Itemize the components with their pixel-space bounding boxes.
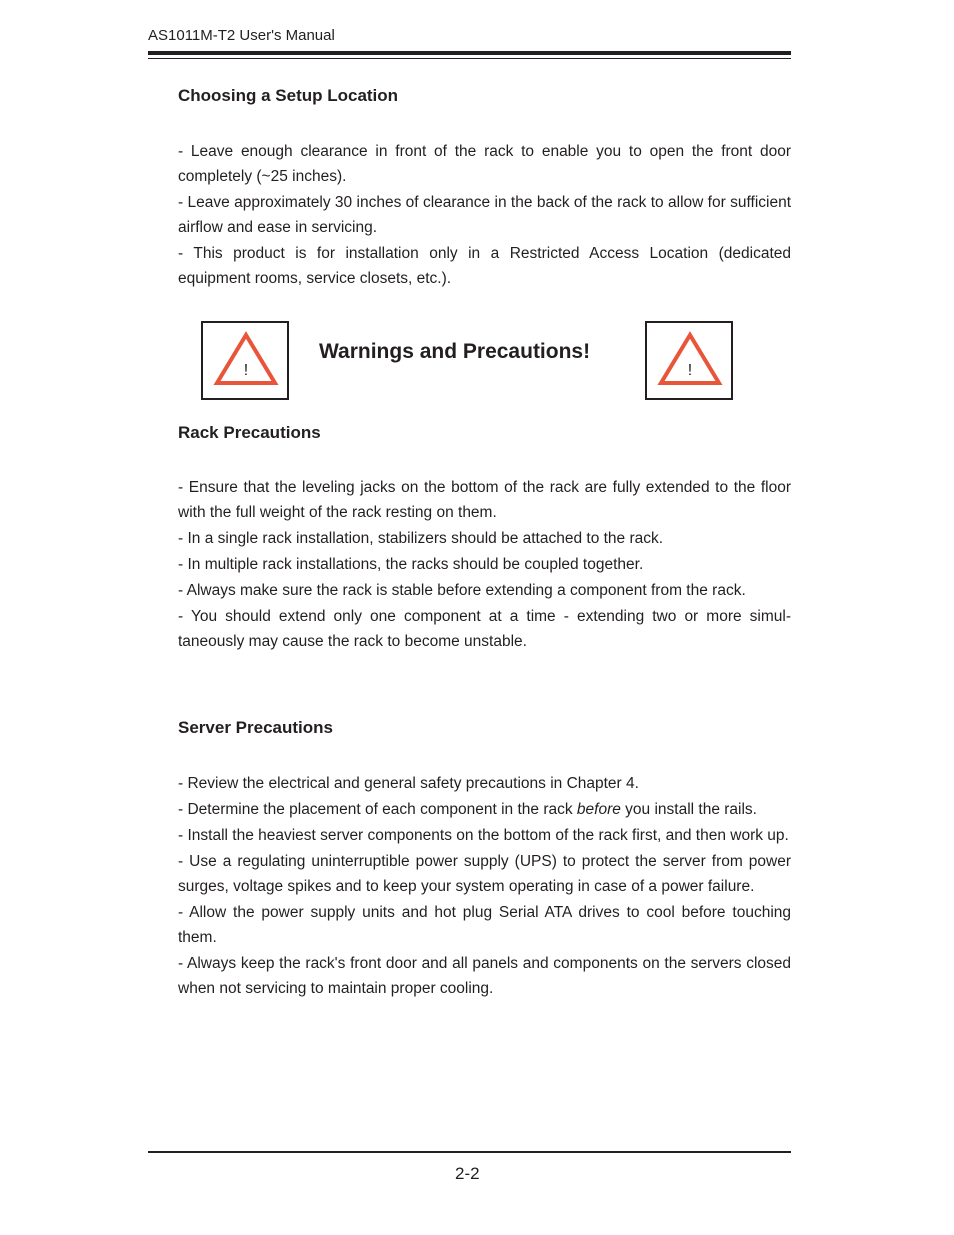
setup-item: - This product is for installation only in a Restricted Access Location (dedicated equipment rooms, service closets, etc.).: [178, 245, 791, 287]
server-item: [178, 797, 791, 822]
rack-item: - You should extend only one component at a time - extending two or more simul-taneously may cause the rack to become unstable.: [178, 608, 791, 650]
warning-symbol: !: [687, 362, 693, 379]
footer-rule: [148, 1151, 791, 1153]
setup-item: - Leave approximately 30 inches of clearance in the back of the rack to allow for sufficient airflow and ease in servicing.: [178, 194, 791, 236]
running-header: AS1011M-T2 User's Manual: [148, 27, 335, 44]
server-section: [178, 718, 791, 1002]
header-rule-thin: [148, 58, 791, 59]
rack-item: - In multiple rack installations, the racks should be coupled together.: [178, 556, 644, 573]
warning-box-left: [201, 321, 289, 400]
server-item-emphasis: before: [576, 801, 621, 818]
server-heading: Server Precautions: [178, 718, 333, 737]
rack-item: - In a single rack installation, stabilizers should be attached to the rack.: [178, 530, 664, 547]
warning-triangle-icon: [213, 329, 279, 391]
server-item: - Install the heaviest server components on the bottom of the rack first, and then work up.: [178, 827, 789, 844]
server-item: - Allow the power supply units and hot plug Serial ATA drives to cool before touching them.: [178, 904, 791, 946]
rack-heading: Rack Precautions: [178, 423, 321, 442]
server-item: - Use a regulating uninterruptible power supply (UPS) to protect the server from power surges, voltage spikes and to keep your system operating in case of a power failure.: [178, 853, 791, 895]
warning-box-right: [645, 321, 733, 400]
setup-item: - Leave enough clearance in front of the rack to enable you to open the front door completely (~25 inches).: [178, 143, 791, 185]
server-item-text: - Determine the placement of each component in the rack: [178, 801, 577, 818]
rack-item: - Ensure that the leveling jacks on the bottom of the rack are fully extended to the floor with the full weight of the rack resting on them.: [178, 479, 791, 521]
setup-heading: Choosing a Setup Location: [178, 86, 399, 105]
rack-item: - Always make sure the rack is stable before extending a component from the rack.: [178, 582, 746, 599]
warning-triangle-icon: [657, 329, 723, 391]
page-number: 2-2: [455, 1164, 480, 1183]
server-item: - Review the electrical and general safety precautions in Chapter 4.: [178, 775, 639, 792]
rack-section: [178, 423, 791, 655]
server-item-text: you install the rails.: [620, 801, 757, 818]
server-item: - Always keep the rack's front door and all panels and components on the servers closed when not servicing to maintain proper cooling.: [178, 955, 791, 997]
header-rule: [148, 51, 791, 55]
warning-symbol: !: [243, 362, 249, 379]
warning-title: Warnings and Precautions!: [319, 340, 591, 363]
setup-section: [178, 86, 791, 292]
